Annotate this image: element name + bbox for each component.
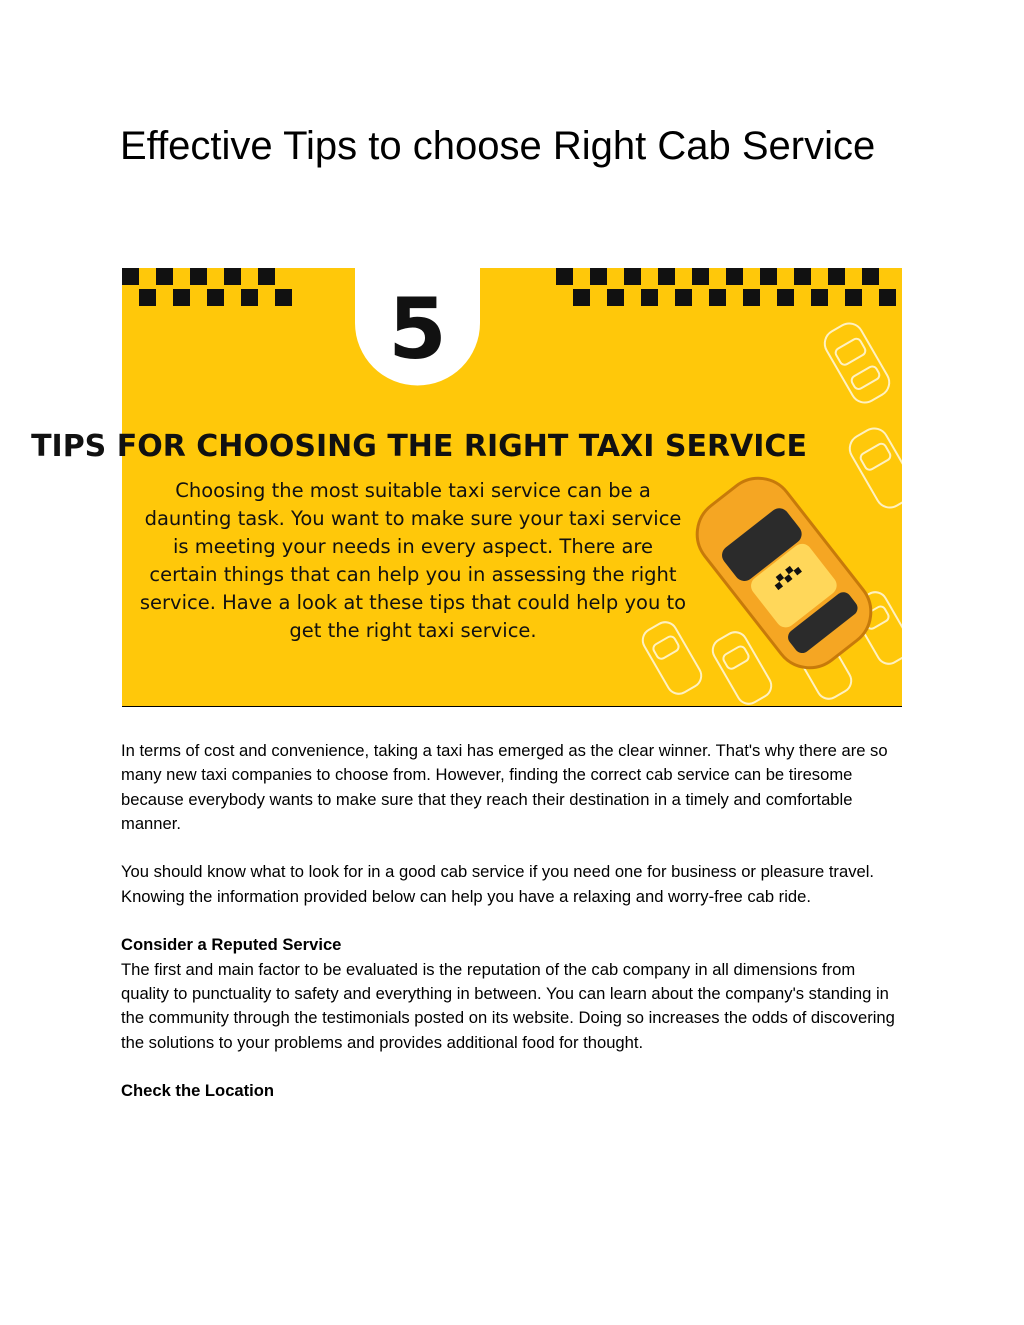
banner-description-line: service. Have a look at these tips that could help you to (139, 591, 687, 614)
tips-number: 5 (388, 280, 447, 378)
banner-description-line: certain things that can help you in assessing the right (149, 563, 677, 586)
section-paragraph: The first and main factor to be evaluated is the reputation of the cab company in all dimensions from quality to punctuality to safety and everything in between. You can learn about the company's standing in the community through the testimonials posted on its website. Doing so increases the odds of discovering the solutions to your problems and provides additional food for thought. (121, 959, 895, 1052)
section-heading: Check the Location (121, 1081, 275, 1101)
taxi-tips-banner (31, 268, 902, 707)
intro-paragraph: In terms of cost and convenience, taking a taxi has emerged as the clear winner. That's why there are so many new taxi companies to choose from. However, finding the correct cab service can be tiresome because everybody wants to make sure that they reach their destination in a timely and comfortable manner. (121, 741, 888, 833)
banner-description-line: get the right taxi service. (289, 619, 537, 642)
banner-description-line: is meeting your needs in every aspect. There are (173, 535, 653, 558)
banner-description-line: daunting task. You want to make sure your taxi service (144, 507, 682, 530)
article-body (121, 739, 907, 1103)
banner-description-line: Choosing the most suitable taxi service can be a (175, 479, 651, 502)
section-heading: Consider a Reputed Service (121, 935, 342, 955)
page-title: Effective Tips to choose Right Cab Service (120, 124, 876, 168)
second-paragraph: You should know what to look for in a good cab service if you need one for business or pleasure travel. Knowing the information provided below can help you have a relaxing and worry-free cab ride. (121, 862, 875, 906)
banner-headline: TIPS FOR CHOOSING THE RIGHT TAXI SERVICE (31, 429, 807, 464)
